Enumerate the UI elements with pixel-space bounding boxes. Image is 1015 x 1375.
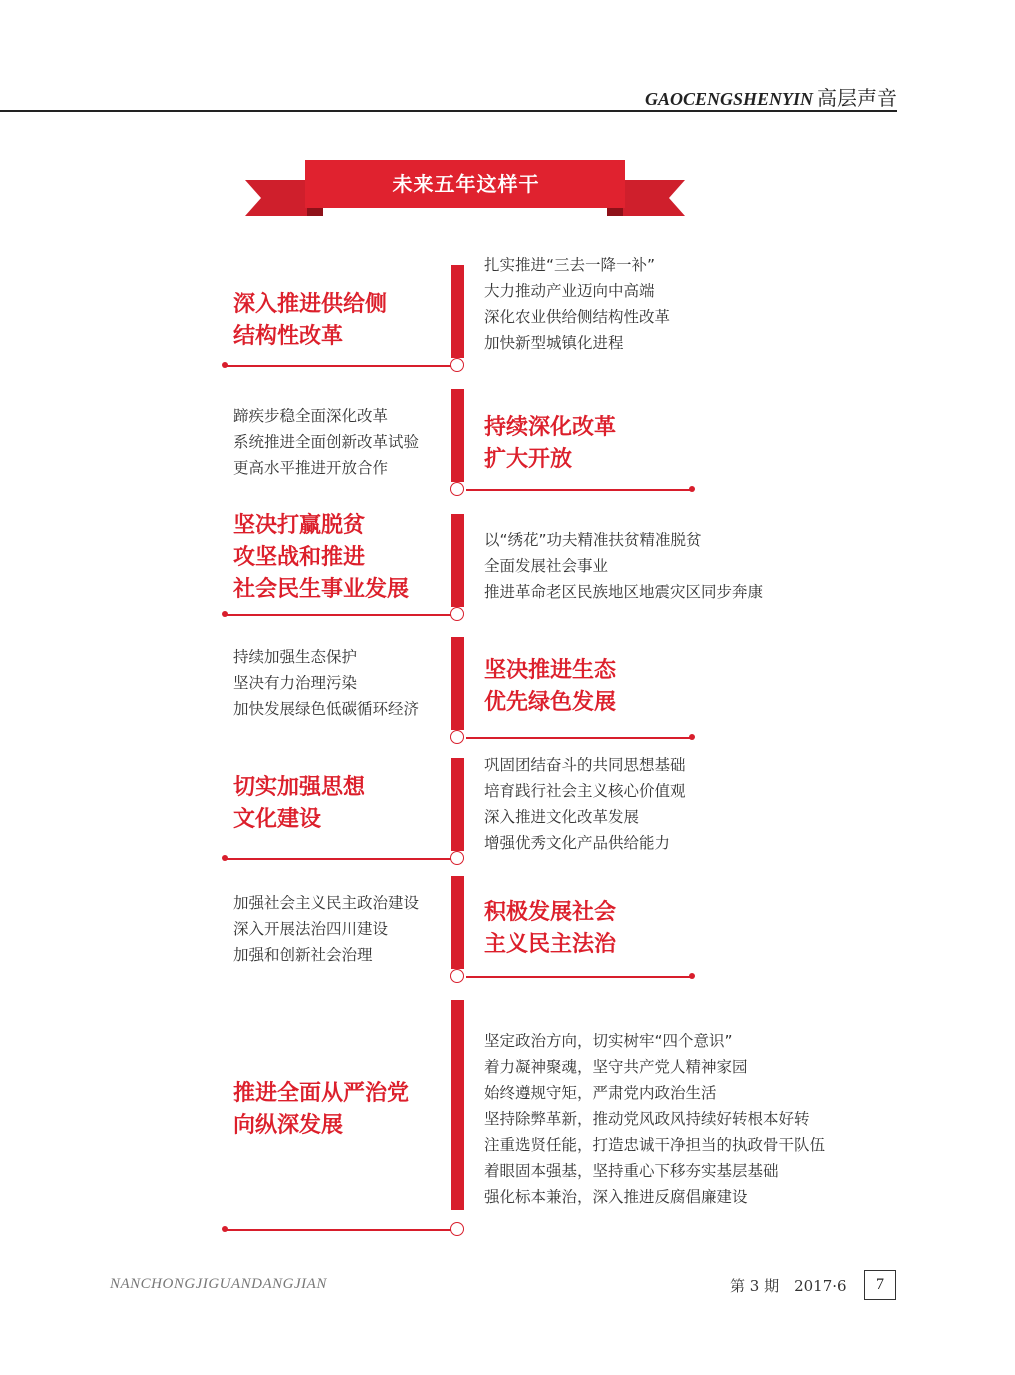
section-5-title-line: 切实加强思想 xyxy=(233,775,366,800)
section-4-title xyxy=(484,655,616,719)
list-item: 扎实推进“三去一降一补” xyxy=(484,256,656,274)
list-item: 加强社会主义民主政治建设 xyxy=(233,894,420,912)
ribbon-right-tail xyxy=(623,180,685,216)
page-number: 7 xyxy=(864,1270,896,1300)
section-4-node xyxy=(450,730,464,744)
list-item: 加快新型城镇化进程 xyxy=(484,334,624,352)
section-2-title xyxy=(484,412,616,476)
section-3-title xyxy=(233,510,409,606)
section-1-connector xyxy=(226,365,452,367)
section-4-title-line: 坚决推进生态 xyxy=(484,658,617,683)
section-2-title-line: 扩大开放 xyxy=(484,447,573,472)
section-7-end-dot xyxy=(222,1226,228,1232)
section-7-title-line: 向纵深发展 xyxy=(233,1113,344,1138)
list-item: 注重选贤任能，打造忠诚干净担当的执政骨干队伍 xyxy=(484,1136,826,1154)
section-3-connector xyxy=(226,614,452,616)
section-6-bar xyxy=(451,876,464,969)
section-7-items xyxy=(484,1028,825,1210)
section-5-end-dot xyxy=(222,855,228,861)
section-2-end-dot xyxy=(689,486,695,492)
list-item: 着眼固本强基，坚持重心下移夯实基层基础 xyxy=(484,1162,779,1180)
section-7-bar xyxy=(451,1000,464,1210)
section-3-title-line: 坚决打赢脱贫 xyxy=(233,513,366,538)
section-1-node xyxy=(450,358,464,372)
section-2-title-line: 持续深化改革 xyxy=(484,415,617,440)
section-1-items xyxy=(484,252,670,356)
section-4-title-line: 优先绿色发展 xyxy=(484,690,617,715)
list-item: 深入开展法治四川建设 xyxy=(233,920,389,938)
section-3-node xyxy=(450,607,464,621)
list-item: 系统推进全面创新改革试验 xyxy=(233,433,420,451)
header-rule xyxy=(0,110,897,112)
ribbon-left-fold xyxy=(307,208,323,216)
section-1-title-line: 深入推进供给侧 xyxy=(233,292,388,317)
section-4-connector xyxy=(466,737,692,739)
section-5-title-line: 文化建设 xyxy=(233,807,322,832)
list-item: 增强优秀文化产品供给能力 xyxy=(484,834,671,852)
section-3-bar xyxy=(451,514,464,607)
list-item: 始终遵规守矩，严肃党内政治生活 xyxy=(484,1084,717,1102)
section-2-connector xyxy=(466,489,692,491)
section-3-items xyxy=(484,527,763,605)
section-6-node xyxy=(450,969,464,983)
list-item: 深入推进文化改革发展 xyxy=(484,808,640,826)
section-5-items xyxy=(484,752,686,856)
list-item: 蹄疾步稳全面深化改革 xyxy=(233,407,389,425)
list-item: 全面发展社会事业 xyxy=(484,557,609,575)
list-item: 以“绣花”功夫精准扶贫精准脱贫 xyxy=(484,531,702,549)
section-5-bar xyxy=(451,758,464,851)
section-6-title xyxy=(484,897,616,961)
section-6-end-dot xyxy=(689,973,695,979)
footer-journal: NANCHONGJIGUANDANGJIAN xyxy=(110,1276,327,1292)
section-7-title-line: 推进全面从严治党 xyxy=(233,1081,410,1106)
list-item: 坚持除弊革新，推动党风政风持续好转根本好转 xyxy=(484,1110,810,1128)
section-7-title xyxy=(233,1078,409,1142)
list-item: 推进革命老区民族地区地震灾区同步奔康 xyxy=(484,583,764,601)
section-6-items xyxy=(233,890,419,968)
section-4-items xyxy=(233,644,419,722)
list-item: 坚决有力治理污染 xyxy=(233,674,358,692)
header-latin: GAOCENGSHENYIN xyxy=(644,89,813,109)
section-6-title-line: 积极发展社会 xyxy=(484,900,617,925)
list-item: 着力凝神聚魂，坚守共产党人精神家园 xyxy=(484,1058,748,1076)
section-1-bar xyxy=(451,265,464,358)
list-item: 深化农业供给侧结构性改革 xyxy=(484,308,671,326)
list-item: 加强和创新社会治理 xyxy=(233,946,373,964)
section-1-title xyxy=(233,289,387,353)
section-2-items xyxy=(233,403,419,481)
section-6-connector xyxy=(466,976,692,978)
banner-title: 未来五年这样干 xyxy=(392,172,540,196)
section-3-end-dot xyxy=(222,611,228,617)
section-5-connector xyxy=(226,858,452,860)
ribbon-left-tail xyxy=(245,180,307,216)
section-3-title-line: 社会民生事业发展 xyxy=(233,577,410,602)
list-item: 加快发展绿色低碳循环经济 xyxy=(233,700,420,718)
section-2-bar xyxy=(451,389,464,482)
list-item: 坚定政治方向，切实树牢“四个意识” xyxy=(484,1032,733,1050)
footer-issue: 第 3 期 2017·6 xyxy=(730,1277,847,1295)
list-item: 大力推动产业迈向中高端 xyxy=(484,282,655,300)
section-5-title xyxy=(233,772,365,836)
section-1-end-dot xyxy=(222,362,228,368)
ribbon-right-fold xyxy=(607,208,623,216)
section-1-title-line: 结构性改革 xyxy=(233,324,344,349)
running-header xyxy=(645,82,897,111)
section-6-title-line: 主义民主法治 xyxy=(484,932,617,957)
list-item: 强化标本兼治，深入推进反腐倡廉建设 xyxy=(484,1188,748,1206)
section-4-bar xyxy=(451,637,464,730)
list-item: 持续加强生态保护 xyxy=(233,648,358,666)
list-item: 更高水平推进开放合作 xyxy=(233,459,389,477)
section-3-title-line: 攻坚战和推进 xyxy=(233,545,366,570)
section-7-node xyxy=(450,1222,464,1236)
list-item: 培育践行社会主义核心价值观 xyxy=(484,782,686,800)
section-7-connector xyxy=(226,1229,452,1231)
section-5-node xyxy=(450,851,464,865)
list-item: 巩固团结奋斗的共同思想基础 xyxy=(484,756,686,774)
section-2-node xyxy=(450,482,464,496)
section-4-end-dot xyxy=(689,734,695,740)
header-chinese: 高层声音 xyxy=(817,86,897,110)
